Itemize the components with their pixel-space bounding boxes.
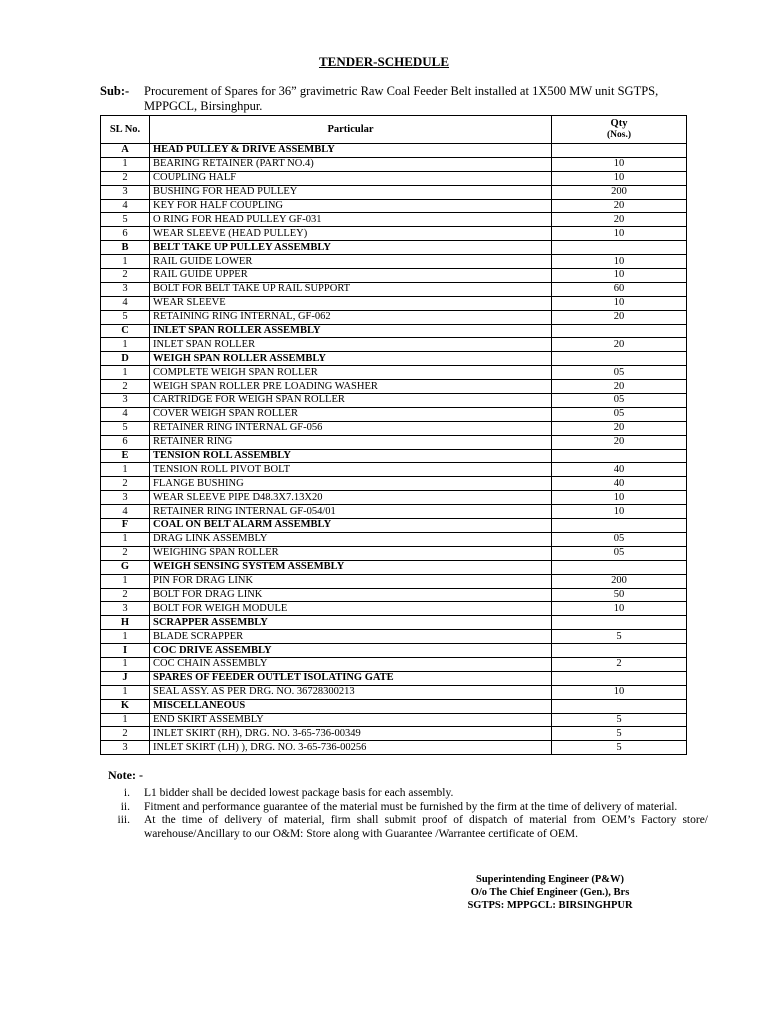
cell-qty: 20: [552, 199, 687, 213]
cell-sl-no: E: [101, 449, 150, 463]
table-row: [101, 435, 687, 449]
cell-particular: WEIGH SPAN ROLLER PRE LOADING WASHER: [150, 380, 552, 394]
cell-sl-no: C: [101, 324, 150, 338]
signature-location: SGTPS: MPPGCL: BIRSINGHPUR: [467, 900, 633, 911]
cell-qty: [552, 144, 687, 158]
cell-sl-no: 1: [101, 532, 150, 546]
cell-qty: [552, 449, 687, 463]
cell-sl-no: 1: [101, 366, 150, 380]
section-row: [101, 699, 687, 713]
section-row: [101, 449, 687, 463]
table-row: [101, 602, 687, 616]
cell-qty: 05: [552, 407, 687, 421]
subject-text: Procurement of Spares for 36” gravimetric Raw Coal Feeder Belt installed at 1X500 MW unit SGTPS, MPPGCL, Birsinghpur.: [144, 84, 659, 113]
cell-qty: 20: [552, 435, 687, 449]
cell-sl-no: 3: [101, 185, 150, 199]
cell-particular: KEY FOR HALF COUPLING: [150, 199, 552, 213]
cell-qty: [552, 519, 687, 533]
cell-qty: 05: [552, 366, 687, 380]
cell-qty: 10: [552, 491, 687, 505]
cell-particular: INLET SKIRT (LH) ), DRG. NO. 3-65-736-00256: [150, 741, 552, 755]
note-item: [108, 814, 708, 841]
cell-sl-no: 5: [101, 213, 150, 227]
header-particular: Particular: [150, 116, 552, 144]
table-row: [101, 532, 687, 546]
cell-sl-no: 2: [101, 380, 150, 394]
subject-block: [100, 84, 700, 114]
table-row: [101, 407, 687, 421]
cell-particular: WEIGHING SPAN ROLLER: [150, 546, 552, 560]
tender-schedule-table: [100, 115, 687, 755]
cell-qty: 5: [552, 741, 687, 755]
cell-sl-no: 1: [101, 713, 150, 727]
cell-sl-no: 3: [101, 282, 150, 296]
note-item: [108, 801, 708, 815]
cell-qty: 10: [552, 296, 687, 310]
note-item: [108, 787, 708, 801]
header-sl-no: SL No.: [101, 116, 150, 144]
cell-particular: RAIL GUIDE UPPER: [150, 269, 552, 283]
note-text: At the time of delivery of material, firm shall submit proof of dispatch of material from OEM’s Factory store/ warehouse/Ancillary to our O&M: Store along with Guarantee /Warrantee certificate of OEM.: [144, 814, 708, 840]
cell-sl-no: 2: [101, 477, 150, 491]
page-title: TENDER-SCHEDULE: [318, 54, 450, 69]
cell-sl-no: 1: [101, 685, 150, 699]
table-row: [101, 727, 687, 741]
table-row: [101, 574, 687, 588]
cell-particular: TENSION ROLL PIVOT BOLT: [150, 463, 552, 477]
cell-particular: WEIGH SPAN ROLLER ASSEMBLY: [150, 352, 552, 366]
cell-sl-no: F: [101, 519, 150, 533]
section-row: [101, 324, 687, 338]
notes-list: [108, 787, 708, 841]
cell-sl-no: 1: [101, 157, 150, 171]
signature-office: O/o The Chief Engineer (Gen.), Brs: [470, 887, 630, 898]
cell-qty: 20: [552, 213, 687, 227]
note-text: Fitment and performance guarantee of the material must be furnished by the firm at the time of delivery of material.: [144, 800, 678, 813]
cell-sl-no: 3: [101, 602, 150, 616]
section-row: [101, 560, 687, 574]
cell-sl-no: 5: [101, 310, 150, 324]
cell-qty: 05: [552, 546, 687, 560]
cell-qty: 200: [552, 574, 687, 588]
table-row: [101, 380, 687, 394]
cell-particular: CARTRIDGE FOR WEIGH SPAN ROLLER: [150, 394, 552, 408]
cell-particular: INLET SPAN ROLLER: [150, 338, 552, 352]
cell-particular: WEAR SLEEVE PIPE D48.3X7.13X20: [150, 491, 552, 505]
cell-sl-no: G: [101, 560, 150, 574]
cell-particular: O RING FOR HEAD PULLEY GF-031: [150, 213, 552, 227]
cell-sl-no: 2: [101, 269, 150, 283]
cell-qty: 40: [552, 463, 687, 477]
cell-particular: BOLT FOR WEIGH MODULE: [150, 602, 552, 616]
table-row: [101, 588, 687, 602]
table-row: [101, 491, 687, 505]
cell-sl-no: B: [101, 241, 150, 255]
cell-qty: [552, 560, 687, 574]
cell-qty: 05: [552, 532, 687, 546]
cell-sl-no: A: [101, 144, 150, 158]
section-row: [101, 644, 687, 658]
table-row: [101, 741, 687, 755]
section-row: [101, 616, 687, 630]
cell-qty: 60: [552, 282, 687, 296]
table-row: [101, 282, 687, 296]
cell-qty: 5: [552, 727, 687, 741]
cell-qty: 10: [552, 255, 687, 269]
cell-sl-no: 1: [101, 338, 150, 352]
cell-particular: COUPLING HALF: [150, 171, 552, 185]
cell-particular: SPARES OF FEEDER OUTLET ISOLATING GATE: [150, 671, 552, 685]
cell-sl-no: 3: [101, 394, 150, 408]
cell-particular: WEAR SLEEVE (HEAD PULLEY): [150, 227, 552, 241]
cell-particular: COMPLETE WEIGH SPAN ROLLER: [150, 366, 552, 380]
signature-designation: Superintending Engineer (P&W): [476, 874, 624, 885]
cell-sl-no: 4: [101, 199, 150, 213]
cell-particular: COC CHAIN ASSEMBLY: [150, 657, 552, 671]
cell-sl-no: H: [101, 616, 150, 630]
table-row: [101, 505, 687, 519]
table-row: [101, 199, 687, 213]
table-row: [101, 255, 687, 269]
cell-sl-no: 6: [101, 435, 150, 449]
table-row: [101, 185, 687, 199]
cell-sl-no: J: [101, 671, 150, 685]
notes-block: [108, 768, 708, 841]
cell-sl-no: 2: [101, 171, 150, 185]
cell-particular: FLANGE BUSHING: [150, 477, 552, 491]
cell-sl-no: 3: [101, 741, 150, 755]
cell-sl-no: 4: [101, 296, 150, 310]
cell-qty: 20: [552, 338, 687, 352]
table-row: [101, 366, 687, 380]
cell-qty: 10: [552, 602, 687, 616]
cell-sl-no: 2: [101, 727, 150, 741]
table-row: [101, 296, 687, 310]
cell-particular: TENSION ROLL ASSEMBLY: [150, 449, 552, 463]
note-number: iii.: [117, 814, 130, 826]
table-row: [101, 685, 687, 699]
section-row: [101, 519, 687, 533]
cell-sl-no: K: [101, 699, 150, 713]
table-row: [101, 157, 687, 171]
table-row: [101, 338, 687, 352]
table-row: [101, 394, 687, 408]
cell-qty: 10: [552, 269, 687, 283]
cell-qty: [552, 699, 687, 713]
cell-qty: 10: [552, 227, 687, 241]
cell-particular: DRAG LINK ASSEMBLY: [150, 532, 552, 546]
cell-particular: COC DRIVE ASSEMBLY: [150, 644, 552, 658]
cell-particular: SCRAPPER ASSEMBLY: [150, 616, 552, 630]
table-row: [101, 713, 687, 727]
cell-particular: COAL ON BELT ALARM ASSEMBLY: [150, 519, 552, 533]
cell-particular: INLET SPAN ROLLER ASSEMBLY: [150, 324, 552, 338]
cell-particular: PIN FOR DRAG LINK: [150, 574, 552, 588]
cell-particular: RETAINER RING: [150, 435, 552, 449]
cell-particular: MISCELLANEOUS: [150, 699, 552, 713]
table-row: [101, 657, 687, 671]
subject-label: Sub:-: [100, 84, 130, 98]
cell-qty: [552, 352, 687, 366]
cell-sl-no: I: [101, 644, 150, 658]
table-row: [101, 477, 687, 491]
table-body: [101, 144, 687, 755]
cell-sl-no: D: [101, 352, 150, 366]
cell-sl-no: 1: [101, 255, 150, 269]
header-qty: [552, 116, 687, 144]
table-row: [101, 310, 687, 324]
section-row: [101, 144, 687, 158]
cell-particular: RETAINING RING INTERNAL, GF-062: [150, 310, 552, 324]
cell-particular: BEARING RETAINER (PART NO.4): [150, 157, 552, 171]
section-row: [101, 241, 687, 255]
cell-particular: RETAINER RING INTERNAL GF-054/01: [150, 505, 552, 519]
cell-qty: 10: [552, 171, 687, 185]
signature-block: [440, 873, 660, 912]
table-row: [101, 269, 687, 283]
cell-qty: 5: [552, 713, 687, 727]
cell-qty: 10: [552, 157, 687, 171]
cell-qty: [552, 324, 687, 338]
cell-sl-no: 3: [101, 491, 150, 505]
notes-heading: Note: -: [108, 768, 143, 782]
cell-particular: WEAR SLEEVE: [150, 296, 552, 310]
table-row: [101, 213, 687, 227]
cell-sl-no: 4: [101, 407, 150, 421]
cell-qty: 20: [552, 421, 687, 435]
cell-particular: RAIL GUIDE LOWER: [150, 255, 552, 269]
cell-sl-no: 4: [101, 505, 150, 519]
table-row: [101, 630, 687, 644]
note-number: i.: [123, 787, 130, 799]
note-text: L1 bidder shall be decided lowest package basis for each assembly.: [144, 787, 454, 799]
table-row: [101, 421, 687, 435]
cell-qty: [552, 671, 687, 685]
cell-particular: INLET SKIRT (RH), DRG. NO. 3-65-736-00349: [150, 727, 552, 741]
cell-qty: [552, 241, 687, 255]
cell-sl-no: 1: [101, 657, 150, 671]
cell-sl-no: 1: [101, 574, 150, 588]
cell-particular: COVER WEIGH SPAN ROLLER: [150, 407, 552, 421]
cell-qty: 10: [552, 685, 687, 699]
table-row: [101, 463, 687, 477]
cell-qty: [552, 644, 687, 658]
table-row: [101, 171, 687, 185]
cell-qty: 40: [552, 477, 687, 491]
cell-sl-no: 5: [101, 421, 150, 435]
header-qty-label: Qty: [610, 118, 628, 129]
cell-sl-no: 2: [101, 546, 150, 560]
cell-particular: BOLT FOR DRAG LINK: [150, 588, 552, 602]
section-row: [101, 352, 687, 366]
cell-qty: 5: [552, 630, 687, 644]
cell-qty: 05: [552, 394, 687, 408]
table-row: [101, 546, 687, 560]
cell-qty: 10: [552, 505, 687, 519]
note-number: ii.: [120, 800, 130, 813]
cell-particular: WEIGH SENSING SYSTEM ASSEMBLY: [150, 560, 552, 574]
cell-qty: 2: [552, 657, 687, 671]
cell-qty: 50: [552, 588, 687, 602]
cell-particular: BOLT FOR BELT TAKE UP RAIL SUPPORT: [150, 282, 552, 296]
cell-qty: 200: [552, 185, 687, 199]
cell-particular: BLADE SCRAPPER: [150, 630, 552, 644]
table-header-row: [101, 116, 687, 144]
cell-particular: RETAINER RING INTERNAL GF-056: [150, 421, 552, 435]
cell-particular: SEAL ASSY. AS PER DRG. NO. 36728300213: [150, 685, 552, 699]
section-row: [101, 671, 687, 685]
cell-sl-no: 1: [101, 630, 150, 644]
cell-qty: 20: [552, 310, 687, 324]
table-row: [101, 227, 687, 241]
cell-qty: 20: [552, 380, 687, 394]
header-qty-unit: (Nos.): [606, 130, 631, 140]
cell-particular: HEAD PULLEY & DRIVE ASSEMBLY: [150, 144, 552, 158]
cell-sl-no: 2: [101, 588, 150, 602]
cell-particular: BELT TAKE UP PULLEY ASSEMBLY: [150, 241, 552, 255]
cell-qty: [552, 616, 687, 630]
cell-particular: BUSHING FOR HEAD PULLEY: [150, 185, 552, 199]
cell-particular: END SKIRT ASSEMBLY: [150, 713, 552, 727]
cell-sl-no: 1: [101, 463, 150, 477]
cell-sl-no: 6: [101, 227, 150, 241]
